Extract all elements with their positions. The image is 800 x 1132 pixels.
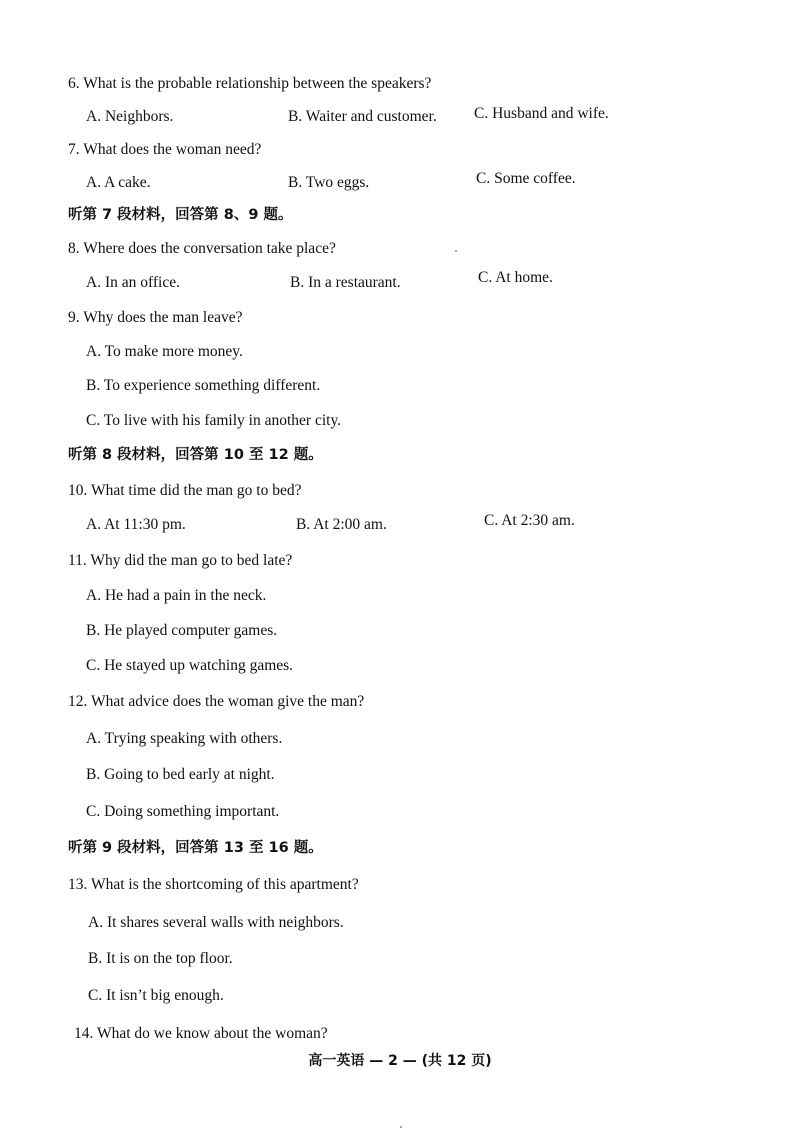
question-9-option-c: C. To live with his family in another city. [86,412,342,429]
question-9-stem: 9. Why does the man leave? [68,309,243,326]
question-6-option-a: A. Neighbors. [86,108,174,125]
section-7-instruction: 听第 7 段材料，回答第 8、9 题。 [68,207,293,223]
question-13-stem: 13. What is the shortcoming of this apartment? [68,876,359,893]
question-13-option-c: C. It isn’t big enough. [88,987,224,1004]
question-7-option-a: A. A cake. [86,174,151,191]
question-6-option-c: C. Husband and wife. [474,105,609,122]
question-12-option-a: A. Trying speaking with others. [86,730,283,747]
scan-speck [400,1126,402,1128]
question-10-option-a: A. At 11:30 pm. [86,516,186,533]
scan-speck [455,250,457,252]
section-9-instruction: 听第 9 段材料，回答第 13 至 16 题。 [68,840,323,856]
question-10-option-b: B. At 2:00 am. [296,516,387,533]
question-8-stem: 8. Where does the conversation take place? [68,240,336,257]
question-13-option-a: A. It shares several walls with neighbors. [88,914,344,931]
question-7-stem: 7. What does the woman need? [68,141,262,158]
question-6-stem: 6. What is the probable relationship between the speakers? [68,75,432,92]
question-7-option-c: C. Some coffee. [476,170,576,187]
question-13-option-b: B. It is on the top floor. [88,950,233,967]
question-9-option-b: B. To experience something different. [86,377,321,394]
question-12-stem: 12. What advice does the woman give the man? [68,693,365,710]
question-12-option-c: C. Doing something important. [86,803,280,820]
question-8-option-b: B. In a restaurant. [290,274,401,291]
question-6-option-b: B. Waiter and customer. [288,108,437,125]
question-11-stem: 11. Why did the man go to bed late? [68,552,293,569]
question-10-option-c: C. At 2:30 am. [484,512,575,529]
question-8-option-a: A. In an office. [86,274,180,291]
question-11-option-a: A. He had a pain in the neck. [86,587,267,604]
question-10-stem: 10. What time did the man go to bed? [68,482,302,499]
section-8-instruction: 听第 8 段材料，回答第 10 至 12 题。 [68,447,323,463]
page-footer: 高一英语 — 2 — (共 12 页) [308,1053,492,1069]
question-12-option-b: B. Going to bed early at night. [86,766,275,783]
question-14-stem: 14. What do we know about the woman? [74,1025,328,1042]
question-11-option-b: B. He played computer games. [86,622,278,639]
question-11-option-c: C. He stayed up watching games. [86,657,294,674]
question-7-option-b: B. Two eggs. [288,174,370,191]
question-8-option-c: C. At home. [478,269,553,286]
question-9-option-a: A. To make more money. [86,343,243,360]
